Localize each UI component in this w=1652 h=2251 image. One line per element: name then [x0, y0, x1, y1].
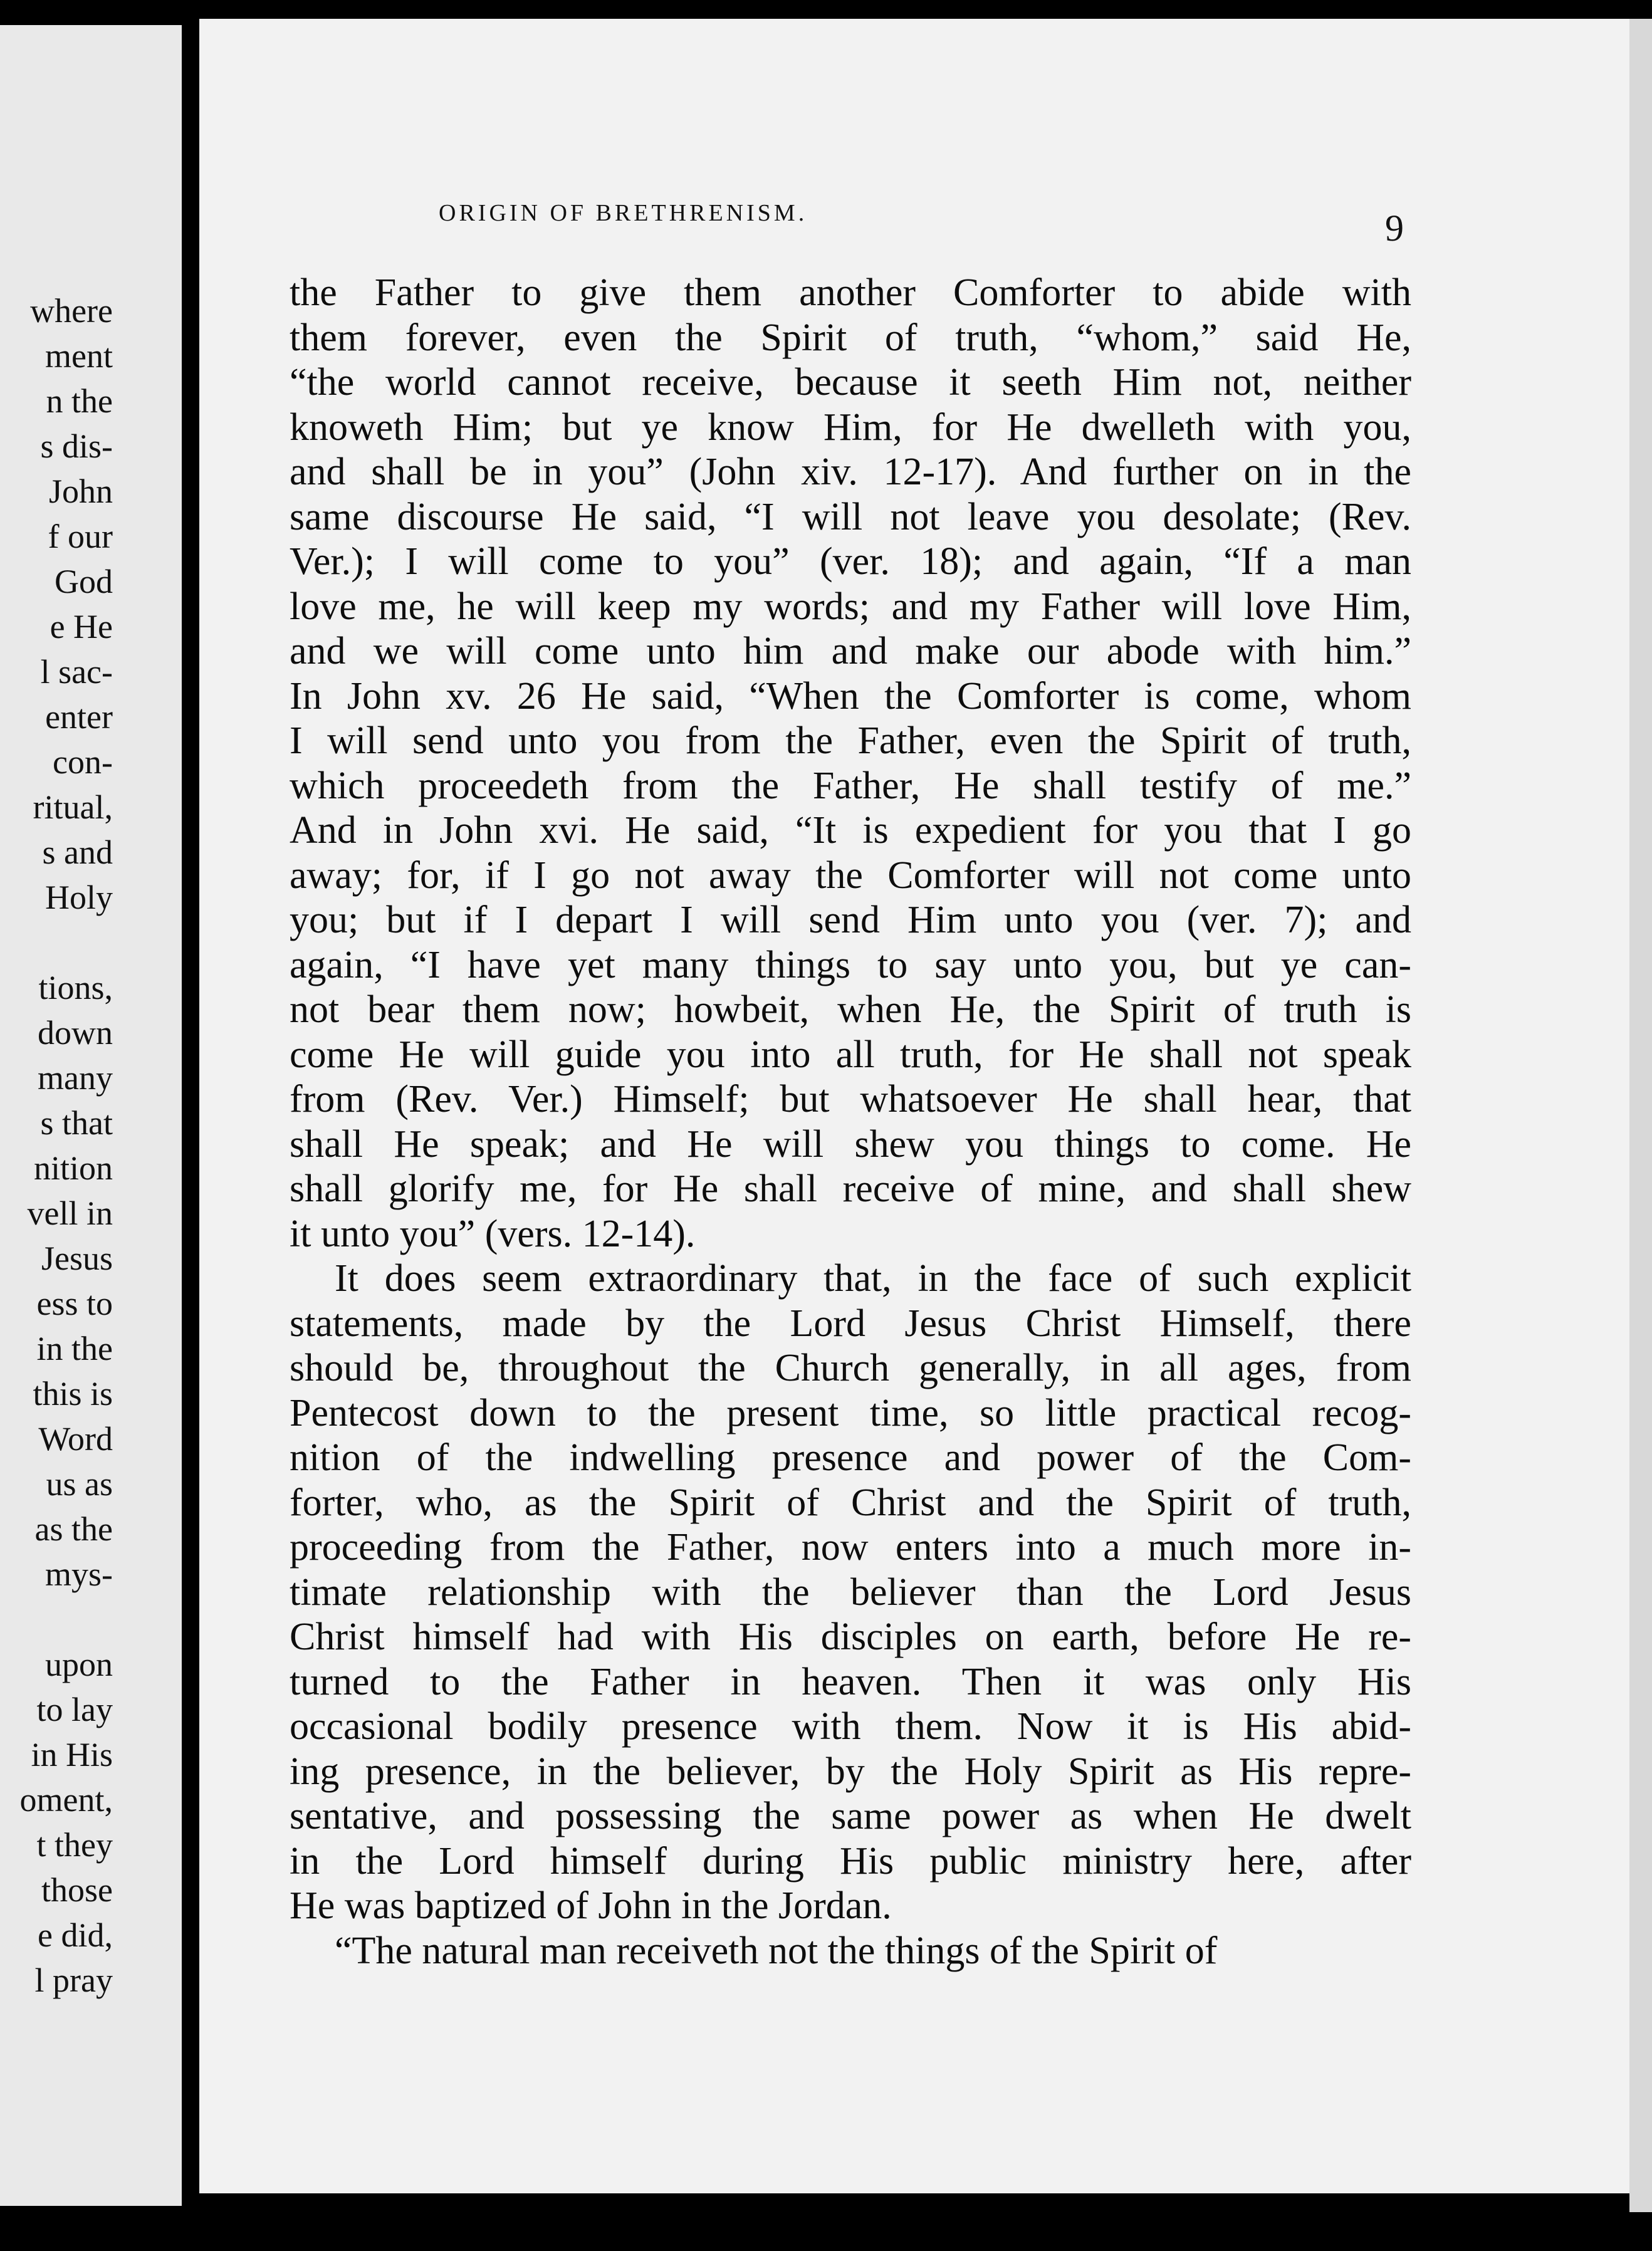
- text-line: timate relationship with the believer than the Lord Jesus: [290, 1570, 1411, 1614]
- text-line: same discourse He said, “I will not leave you desolate; (Rev.: [290, 495, 1411, 538]
- text-line: which proceedeth from the Father, He shall testify of me.”: [290, 764, 1411, 807]
- text-line: you; but if I depart I will send Him unto you (ver. 7); and: [290, 899, 1411, 941]
- running-head: ORIGIN OF BRETHRENISM.: [439, 200, 808, 226]
- left-page-line: enter: [45, 698, 113, 736]
- left-page-line: Word: [38, 1420, 113, 1458]
- text-line: “the world cannot receive, because it seeth Him not, neither: [290, 361, 1411, 404]
- text-line: shall glorify me, for He shall receive of mine, and shall shew: [290, 1167, 1411, 1210]
- text-line: shall He speak; and He will shew you things to come. He: [290, 1122, 1411, 1166]
- left-page-line: tions,: [38, 969, 113, 1006]
- text-line: and we will come unto him and make our abode with him.”: [290, 630, 1411, 672]
- left-page-line-endings: [20, 288, 113, 2003]
- left-page-line: e did,: [38, 1916, 113, 1954]
- left-page-line: nition: [33, 1149, 113, 1187]
- left-page-line: s and: [42, 833, 113, 871]
- text-line: ing presence, in the believer, by the Holy Spirit as His repre-: [290, 1750, 1411, 1793]
- text-line: and shall be in you” (John xiv. 12-17). And further on in the: [290, 451, 1411, 493]
- left-page-line: f our: [48, 518, 113, 555]
- text-line: knoweth Him; but ye know Him, for He dwelleth with you,: [290, 405, 1411, 449]
- left-page-line: e He: [50, 608, 113, 645]
- text-line: statements, made by the Lord Jesus Christ Himself, there: [290, 1302, 1411, 1345]
- text-line: turned to the Father in heaven. Then it was only His: [290, 1660, 1411, 1703]
- left-page-line: con-: [53, 743, 113, 781]
- left-page-line: Holy: [45, 879, 113, 916]
- body-text: [290, 271, 1411, 1973]
- text-line: nition of the indwelling presence and power of the Com-: [290, 1436, 1411, 1479]
- left-page-line: in His: [31, 1736, 113, 1773]
- left-page-line: l sac-: [40, 653, 113, 691]
- left-page-line: Jesus: [41, 1240, 113, 1277]
- text-line: Christ himself had with His disciples on earth, before He re-: [290, 1616, 1411, 1658]
- paragraph: [290, 1929, 1411, 1974]
- text-line: again, “I have yet many things to say unto you, but ye can-: [290, 943, 1411, 986]
- text-line: in the Lord himself during His public ministry here, after: [290, 1839, 1411, 1883]
- text-line: It does seem extraordinary that, in the face of such explicit: [335, 1257, 1411, 1300]
- text-line: Ver.); I will come to you” (ver. 18); and again, “If a man: [290, 540, 1411, 583]
- left-page-line: John: [48, 473, 113, 510]
- text-line: “The natural man receiveth not the things of the Spirit of: [335, 1929, 1218, 1972]
- text-line: away; for, if I go not away the Comforter will not come unto: [290, 854, 1411, 897]
- left-page-line: [20, 1597, 113, 1642]
- left-page-fragment: [0, 25, 182, 2206]
- left-page-line: s dis-: [40, 427, 113, 465]
- text-line: forter, who, as the Spirit of Christ and the Spirit of truth,: [290, 1481, 1411, 1524]
- left-page-line: us as: [46, 1465, 113, 1503]
- text-line: sentative, and possessing the same power as when He dwelt: [290, 1795, 1411, 1837]
- text-line: them forever, even the Spirit of truth, “whom,” said He,: [290, 316, 1411, 359]
- text-line: He was baptized of John in the Jordan.: [290, 1884, 892, 1927]
- left-page-line: those: [41, 1871, 113, 1909]
- paragraph: [290, 271, 1411, 1256]
- left-page-line: l pray: [34, 1961, 113, 1999]
- page-number: 9: [1385, 207, 1404, 249]
- left-page-line: ment: [45, 337, 113, 375]
- text-line: not bear them now; howbeit, when He, the Spirit of truth is: [290, 988, 1411, 1031]
- left-page-line: in the: [36, 1330, 113, 1367]
- text-line: And in John xvi. He said, “It is expedient for you that I go: [290, 809, 1411, 852]
- left-page-line: t they: [36, 1826, 113, 1864]
- text-line: should be, throughout the Church generally, in all ages, from: [290, 1347, 1411, 1389]
- left-page-line: to lay: [36, 1691, 113, 1728]
- left-page-line: vell in: [27, 1194, 113, 1232]
- left-page-line: as the: [34, 1510, 113, 1548]
- left-page-line: oment,: [19, 1781, 113, 1819]
- text-line: occasional bodily presence with them. Now it is His abid-: [290, 1705, 1411, 1748]
- left-page-line: s that: [40, 1104, 113, 1142]
- left-page-line: many: [38, 1059, 113, 1097]
- left-page-line: mys-: [45, 1555, 113, 1593]
- left-page-line: n the: [46, 382, 113, 420]
- paragraph: [290, 1256, 1411, 1929]
- page-edge: [1629, 19, 1652, 2212]
- left-page-line: ritual,: [33, 788, 113, 826]
- left-page-line: upon: [45, 1646, 113, 1683]
- text-line: love me, he will keep my words; and my Father will love Him,: [290, 585, 1411, 628]
- text-line: come He will guide you into all truth, for He shall not speak: [290, 1033, 1411, 1076]
- text-line: the Father to give them another Comforter to abide with: [290, 271, 1411, 314]
- left-page-line: this is: [33, 1375, 113, 1413]
- left-page-line: God: [55, 563, 113, 600]
- text-line: proceeding from the Father, now enters into a much more in-: [290, 1526, 1411, 1569]
- left-page-line: down: [38, 1014, 113, 1052]
- left-page-line: ess to: [36, 1285, 113, 1322]
- text-line: I will send unto you from the Father, even the Spirit of truth,: [290, 719, 1411, 762]
- left-page-line: [20, 920, 113, 965]
- text-line: from (Rev. Ver.) Himself; but whatsoever He shall hear, that: [290, 1078, 1411, 1120]
- left-page-line: where: [30, 292, 113, 330]
- text-line: In John xv. 26 He said, “When the Comforter is come, whom: [290, 674, 1411, 718]
- text-line: it unto you” (vers. 12-14).: [290, 1212, 696, 1255]
- book-gutter: [182, 0, 199, 2251]
- text-line: Pentecost down to the present time, so little practical recog-: [290, 1391, 1411, 1434]
